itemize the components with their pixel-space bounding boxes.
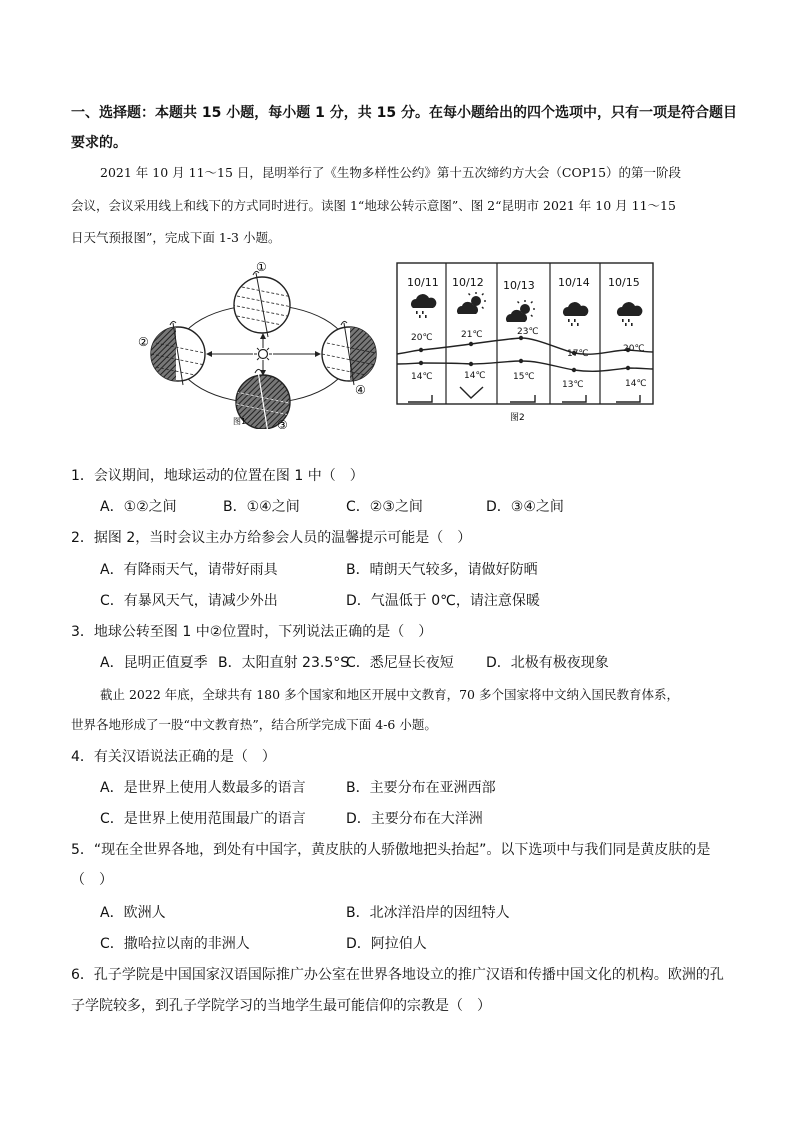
question-6-stem: 6．孔子学院是中国国家汉语国际推广办公室在世界各地设立的推广汉语和传播中国文化的机构。欧洲的孔 (71, 967, 724, 983)
question-4-option-b: B．主要分布在亚洲西部 (346, 780, 496, 796)
high-temp-label: 20℃ (623, 344, 645, 354)
question-5-option-c: C．撒哈拉以南的非洲人 (100, 936, 250, 952)
question-3-option-c: C．悉尼昼长夜短 (346, 655, 454, 671)
question-1-stem: 1．会议期间，地球运动的位置在图 1 中（ ） (71, 468, 364, 484)
passage1-line1: 2021 年 10 月 11～15 日，昆明举行了《生物多样性公约》第十五次缔约方大会（COP15）的第一阶段 (100, 165, 682, 180)
question-1-option-c: C．②③之间 (346, 499, 423, 515)
rain-cloud-icon (411, 294, 436, 318)
question-4-option-a: A．是世界上使用人数最多的语言 (100, 780, 306, 796)
rain-cloud-icon (563, 302, 588, 326)
wind-symbol-1011 (408, 395, 432, 402)
date-label: 10/14 (558, 276, 590, 289)
low-temp-label: 15℃ (513, 372, 535, 382)
earth-position-2 (151, 321, 205, 385)
question-5-option-b: B．北冰洋沿岸的因纽特人 (346, 905, 510, 921)
fig1-label-4: ④ (355, 383, 366, 397)
high-temp-label: 23℃ (517, 327, 539, 337)
question-1-option-a: A．①②之间 (100, 499, 177, 515)
date-label: 10/13 (503, 279, 535, 292)
question-5-option-a: A．欧洲人 (100, 905, 166, 921)
figure2-weather-forecast (396, 262, 654, 430)
low-temp-line (397, 361, 653, 371)
high-temp-label: 21℃ (461, 330, 483, 340)
fig1-label-2: ② (138, 335, 149, 349)
question-5-stem: 5．“现在全世界各地，到处有中国字，黄皮肤的人骄傲地把头抬起”。以下选项中与我们同是黄皮肤的是 (71, 842, 711, 858)
section-heading: 一、选择题：本题共 15 小题，每小题 1 分，共 15 分。在每小题给出的四个选项中，只有一项是符合题目 (71, 105, 737, 121)
high-temp-label: 20℃ (411, 333, 433, 343)
passage1-line3: 日天气预报图”，完成下面 1-3 小题。 (71, 230, 281, 245)
question-1-option-b: B．①④之间 (223, 499, 300, 515)
fig1-caption: 图1 (233, 417, 247, 426)
question-4-stem: 4．有关汉语说法正确的是（ ） (71, 749, 276, 765)
question-3-option-a: A．昆明正值夏季 (100, 655, 208, 671)
question-2-option-b: B．晴朗天气较多，请做好防晒 (346, 562, 538, 578)
high-temp-line (397, 338, 653, 354)
earth-position-1 (232, 271, 292, 337)
question-2-stem: 2．据图 2，当时会议主办方给参会人员的温馨提示可能是（ ） (71, 530, 472, 546)
sun-icon (254, 345, 272, 363)
high-temp-label: 17℃ (567, 349, 589, 359)
question-1-option-d: D．③④之间 (486, 499, 564, 515)
question-3-option-d: D．北极有极夜现象 (486, 655, 609, 671)
question-5-option-d: D．阿拉伯人 (346, 936, 427, 952)
date-label: 10/15 (608, 276, 640, 289)
low-temp-label: 14℃ (625, 379, 647, 389)
passage2-line1: 截止 2022 年底，全球共有 180 多个国家和地区开展中文教育，70 多个国家将中文纳入国民教育体系， (100, 687, 679, 702)
fig1-label-1: ① (256, 260, 267, 274)
question-4-option-c: C．是世界上使用范围最广的语言 (100, 811, 306, 827)
low-temp-label: 13℃ (562, 380, 584, 390)
question-4-option-d: D．主要分布在大洋洲 (346, 811, 483, 827)
low-temp-label: 14℃ (464, 371, 486, 381)
date-label: 10/12 (452, 276, 484, 289)
date-label: 10/11 (407, 276, 439, 289)
question-2-option-d: D．气温低于 0℃，请注意保暖 (346, 593, 540, 609)
fig1-label-3: ③ (277, 418, 288, 429)
low-temp-label: 14℃ (411, 372, 433, 382)
wind-symbol-1013 (510, 395, 535, 402)
passage1-line2: 会议，会议采用线上和线下的方式同时进行。读图 1“地球公转示意图”、图 2“昆明市 2021 年 10 月 11～15 (71, 198, 676, 213)
question-3-stem: 3．地球公转至图 1 中②位置时，下列说法正确的是（ ） (71, 624, 433, 640)
earth-position-4 (322, 321, 377, 385)
figure1-earth-orbit-diagram (136, 257, 381, 429)
sun-cloud-icon (457, 292, 486, 314)
fig2-caption: 图2 (510, 413, 525, 423)
question-3-option-b: B．太阳直射 23.5°S (218, 655, 350, 671)
question-6-stem-cont: 子学院较多，到孔子学院学习的当地学生最可能信仰的宗教是（ ） (71, 998, 491, 1014)
wind-symbol-1014 (562, 395, 586, 402)
passage2-line2: 世界各地形成了一股“中文教育热”，结合所学完成下面 4-6 小题。 (71, 717, 437, 732)
wind-symbol-1012 (460, 387, 483, 398)
wind-symbol-1015 (616, 395, 640, 402)
question-2-option-a: A．有降雨天气，请带好雨具 (100, 562, 278, 578)
question-5-stem-cont: （ ） (71, 872, 113, 888)
question-2-option-c: C．有暴风天气，请减少外出 (100, 593, 278, 609)
rain-cloud-icon (617, 302, 642, 326)
section-heading-cont: 要求的。 (71, 135, 127, 151)
sun-cloud-icon (506, 300, 535, 322)
